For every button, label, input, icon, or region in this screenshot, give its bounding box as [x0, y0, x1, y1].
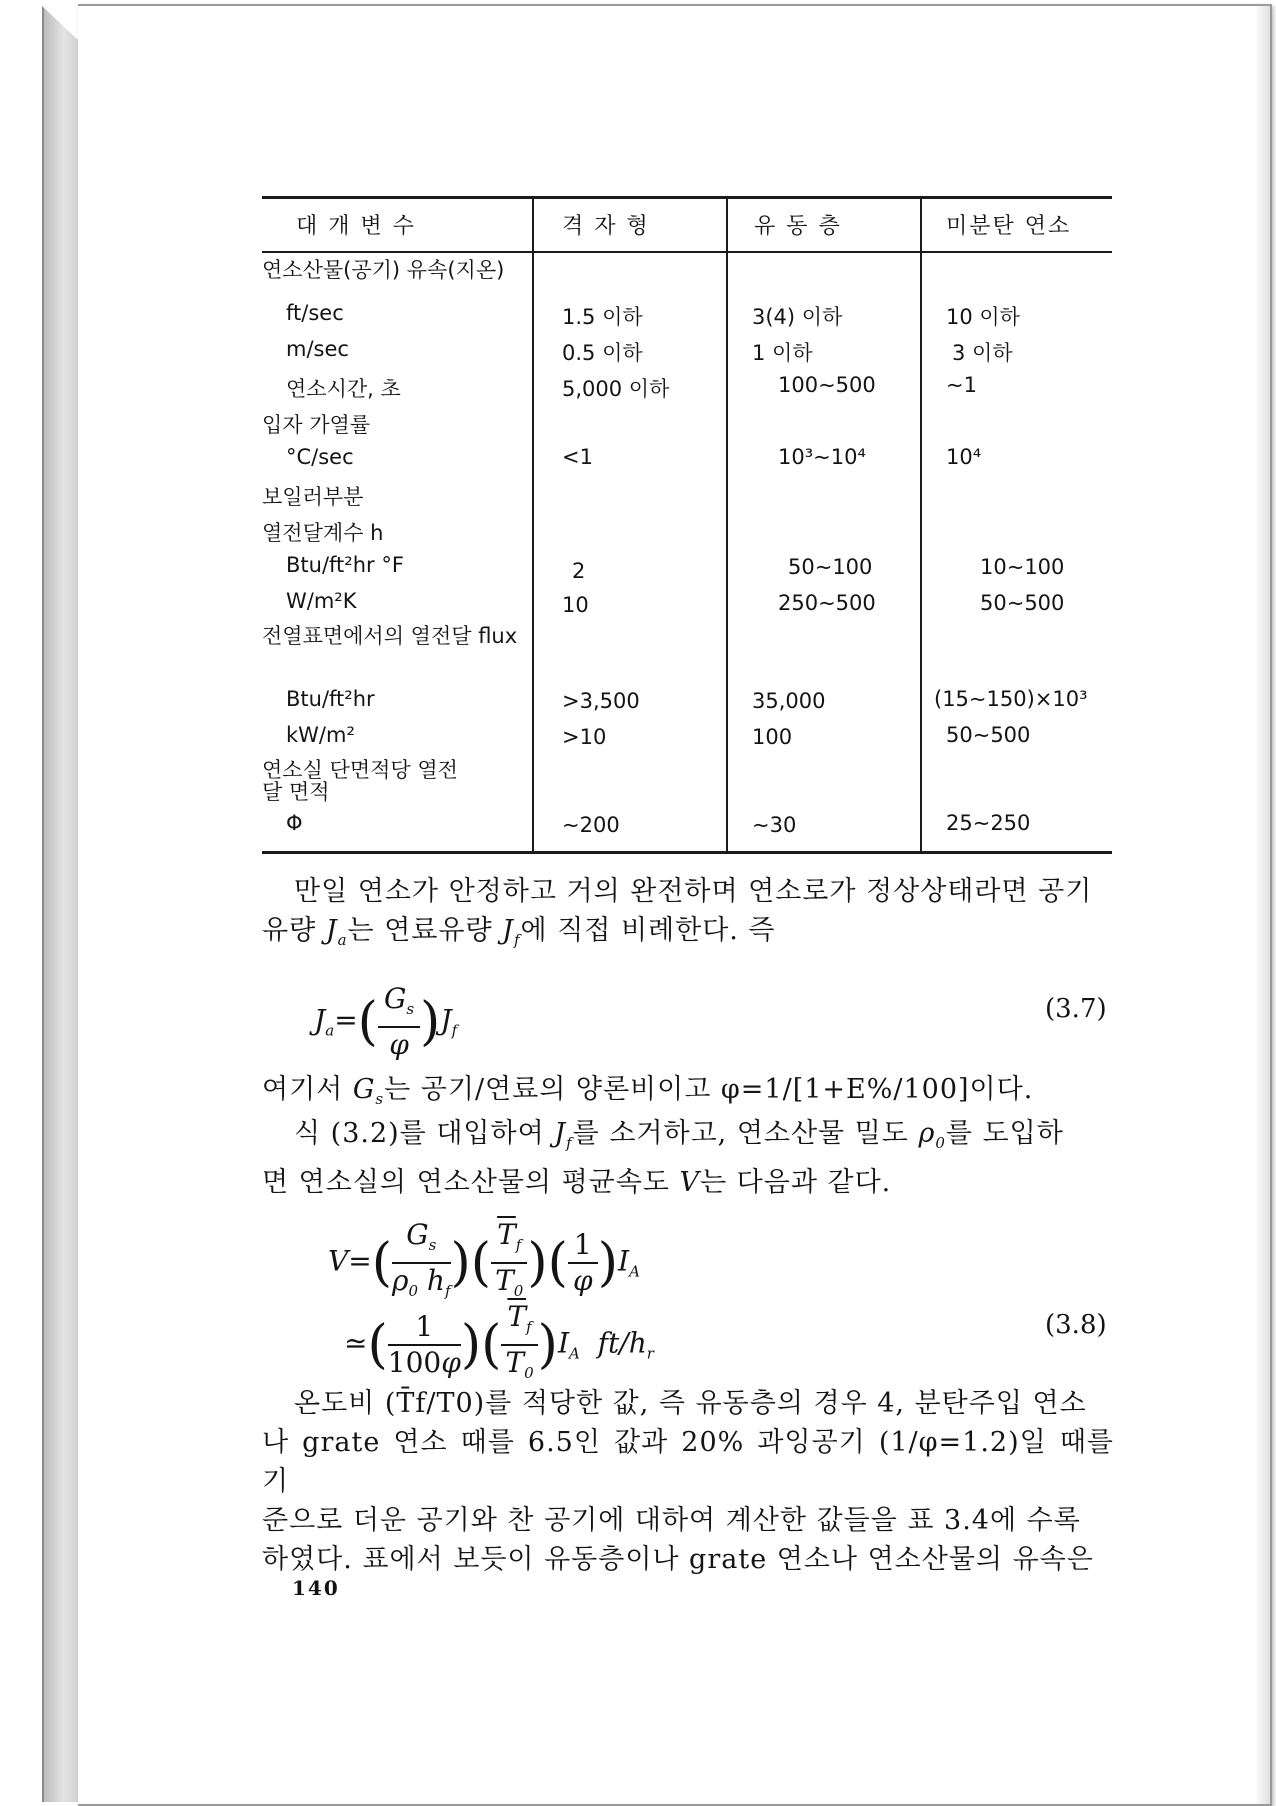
table-cell: 1.5 이하: [562, 305, 643, 329]
page-shadow: [1254, 6, 1270, 1804]
parameter-table: [262, 196, 1112, 854]
text-line: 만일 연소가 안정하고 거의 완전하며 연소로가 정상상태라면 공기: [294, 876, 1093, 907]
row-label: ft/sec: [286, 301, 344, 325]
equation-unit: ft/h: [597, 1326, 647, 1360]
table-cell: >10: [562, 725, 607, 749]
text-line: 나 grate 연소 때를 6.5인 값과 20% 과잉공기 (1/φ=1.2)일 때를 기: [262, 1427, 1114, 1497]
table-header-rule: [262, 251, 1112, 253]
table-cell: 35,000: [752, 689, 826, 713]
row-label: 입자 가열률: [262, 413, 371, 437]
row-label: Btu/ft²hr °F: [286, 553, 404, 577]
equation-number: (3.7): [1045, 994, 1107, 1024]
text-span: 식 (3.2)를 대입하여: [294, 1118, 545, 1149]
row-label: °C/sec: [286, 445, 354, 469]
text-span: 여기서: [262, 1074, 344, 1105]
row-label: Φ: [286, 811, 303, 835]
text-line: 하였다. 표에서 보듯이 유동층이나 grate 연소나 연소산물의 유속은: [262, 1544, 1094, 1575]
table-cell: 3 이하: [952, 341, 1013, 365]
equation-3-8-line2: ≃( $\frac{1}{100\varphi}$ )( $\frac{\overline{T}_f}{T_0}$ )$I_A$ $ft/h_r$: [344, 1300, 654, 1382]
row-label: Btu/ft²hr: [286, 687, 375, 711]
table-cell: 10∼100: [980, 555, 1065, 579]
table-cell: ∼200: [562, 813, 620, 837]
text-span: 를 소거하고, 연소산물 밀도: [572, 1118, 909, 1149]
table-cell: 10³∼10⁴: [778, 445, 866, 469]
text-line: 준으로 더운 공기와 찬 공기에 대하여 계산한 값들을 표 3.4에 수록: [262, 1505, 1081, 1536]
table-cell: >3,500: [562, 689, 640, 713]
row-label: 전열표면에서의 열전달 flux: [262, 624, 518, 648]
table-cell: 10⁴: [946, 445, 982, 469]
paragraph-2: 여기서 $G_s$는 공기/연료의 양론비이고 φ=1/[1+E%/100]이다.: [262, 1074, 1034, 1108]
table-cell: 0.5 이하: [562, 341, 643, 365]
row-label: m/sec: [286, 337, 349, 361]
header-pulverized-coal: 미분탄 연소: [946, 214, 1072, 239]
table-cell: ∼1: [946, 373, 977, 397]
table-cell: <1: [562, 445, 593, 469]
text-line: 온도비 (T̄f/T0)를 적당한 값, 즉 유동층의 경우 4, 분탄주입 연소: [294, 1388, 1087, 1419]
table-cell: ∼30: [752, 813, 797, 837]
row-label: 연소실 단면적당 열전달 면적: [262, 758, 458, 804]
paragraph-3: 식 (3.2)를 대입하여 $J_f$를 소거하고, 연소산물 밀도 $\rho_0$를 도입하 면 연소실의 연소산물의 평균속도 V는 다음과 같다.: [262, 1118, 1064, 1198]
row-label: 열전달계수 h: [262, 521, 384, 545]
table-cell: 5,000 이하: [562, 377, 670, 401]
table-divider: [532, 199, 534, 851]
header-grate: 격 자 형: [562, 214, 650, 239]
header-fluidized-bed: 유 동 층: [754, 214, 842, 239]
text-span: 면 연소실의 연소산물의 평균속도: [262, 1167, 670, 1198]
equation-3-8-line1: V=( $\frac{G_s}{\rho_0 h_f}$ )( $\frac{\overline{T}_f}{T_0}$ )( $\frac{1}{\varphi}$ )$I_A$: [328, 1218, 640, 1300]
row-label: 보일러부분: [262, 485, 364, 509]
table-cell: 100: [752, 725, 793, 749]
row-label: W/m²K: [286, 589, 357, 613]
text-span: 는 공기/연료의 양론비이고: [384, 1074, 712, 1105]
table-cell: 100∼500: [778, 373, 876, 397]
text-span: 를 도입하: [945, 1118, 1064, 1149]
table-divider: [920, 199, 922, 851]
page-number: 140: [292, 1576, 340, 1600]
paragraph-1: 만일 연소가 안정하고 거의 완전하며 연소로가 정상상태라면 공기 유량 $J_a$는 연료유량 $J_f$에 직접 비례한다. 즉: [262, 876, 1093, 949]
table-cell: 250∼500: [778, 591, 876, 615]
header-parameter: 대 개 변 수: [296, 214, 416, 239]
table-divider: [726, 199, 728, 851]
table-cell: 50∼500: [980, 591, 1065, 615]
table-cell: 25∼250: [946, 811, 1031, 835]
text-span: 에 직접 비례한다. 즉: [520, 915, 776, 946]
table-cell: 2: [572, 559, 586, 583]
table-cell: 3(4) 이하: [752, 305, 843, 329]
row-label: 연소시간, 초: [286, 377, 401, 401]
row-label: 연소산물(공기) 유속(지온): [262, 258, 505, 282]
row-label: kW/m²: [286, 723, 355, 747]
table-cell: 10 이하: [946, 305, 1020, 329]
text-span: 유량: [262, 915, 317, 946]
table-cell: 1 이하: [752, 341, 813, 365]
table-cell: 50∼100: [788, 555, 873, 579]
text-span: 는 연료유량: [347, 915, 493, 946]
equation-number: (3.8): [1045, 1310, 1107, 1340]
table-cell: (15∼150)×10³: [934, 687, 1088, 711]
table-cell: 10: [562, 593, 589, 617]
paragraph-4: [262, 1384, 1114, 1579]
text-span: 는 다음과 같다.: [700, 1167, 892, 1198]
text-span: φ=1/[1+E%/100]이다.: [720, 1074, 1034, 1105]
book-spine: [42, 6, 80, 1802]
equation-3-7: $J_a=$( $\frac{G_s}{\varphi}$ )$J_f$: [314, 982, 458, 1061]
table-cell: 50∼500: [946, 723, 1031, 747]
